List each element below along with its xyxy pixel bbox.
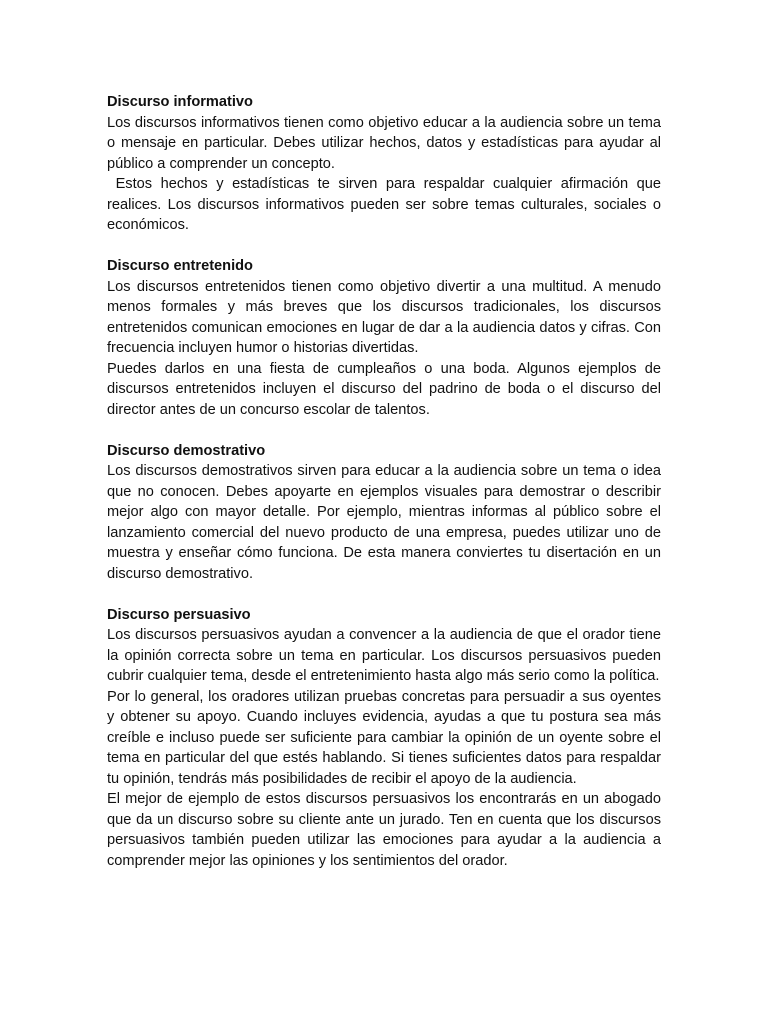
section-heading: Discurso entretenido xyxy=(107,258,253,274)
document-page xyxy=(107,92,666,892)
section-demostrativo xyxy=(107,441,666,585)
section-entretenido xyxy=(107,256,666,420)
section-informativo xyxy=(107,92,666,236)
section-heading: Discurso persuasivo xyxy=(107,606,251,623)
paragraph: Puedes darlos en una fiesta de cumpleaños o una boda. Algunos ejemplos de discursos entretenidos incluyen el discurso del padrino de boda o el discurso del director antes de un concurso escolar de talentos. xyxy=(107,360,666,418)
section-heading: Discurso demostrativo xyxy=(107,442,266,459)
paragraph: Los discursos entretenidos tienen como objetivo divertir a una multitud. A menudo menos formales y más breves que los discursos tradicionales, los discursos entretenidos comunican emociones en lugar de dar a la audiencia datos y cifras. Con frecuencia incluyen humor o historias divertidas. xyxy=(107,278,666,356)
paragraph: Los discursos demostrativos sirven para educar a la audiencia sobre un tema o idea que no conocen. Debes apoyarte en ejemplos visuales para demostrar o describir mejor algo con mayor detalle. Por ejemplo, mientras informas al público sobre el lanzamiento comercial del nuevo producto de una empresa, puedes utilizar uno de muestra y enseñar cómo funciona. De esta manera conviertes tu disertación en un discurso demostrativo. xyxy=(107,463,666,582)
paragraph: Los discursos persuasivos ayudan a convencer a la audiencia de que el orador tiene la opinión correcta sobre un tema en particular. Los discursos persuasivos pueden cubrir cualquier tema, desde el entretenimiento hasta algo más serio como la política. xyxy=(107,627,666,684)
paragraph: Estos hechos y estadísticas te sirven para respaldar cualquier afirmación que realices. Los discursos informativos pueden ser sobre temas culturales, sociales o económicos. xyxy=(107,176,666,233)
paragraph: Los discursos informativos tienen como objetivo educar a la audiencia sobre un tema o mensaje en particular. Debes utilizar hechos, datos y estadísticas para ayudar al público a comprender un concepto. xyxy=(107,114,666,172)
section-heading: Discurso informativo xyxy=(107,94,253,110)
paragraph: Por lo general, los oradores utilizan pruebas concretas para persuadir a sus oyentes y obtener su apoyo. Cuando incluyes evidencia, ayudas a que tu postura sea más creíble e incluso puede ser suficiente para cambiar la opinión de un oyente sobre el tema en particular del que estés hablando. Si tienes suficientes datos para respaldar tu opinión, tendrás más posibilidades de recibir el apoyo de la audiencia. xyxy=(107,688,666,787)
paragraph: El mejor de ejemplo de estos discursos persuasivos los encontrarás en un abogado que da un discurso sobre su cliente ante un jurado. Ten en cuenta que los discursos persuasivos también pueden utilizar las emociones para ayudar a la audiencia a comprender mejor las opiniones y los sentimientos del orador. xyxy=(107,791,666,869)
section-persuasivo xyxy=(107,605,666,872)
